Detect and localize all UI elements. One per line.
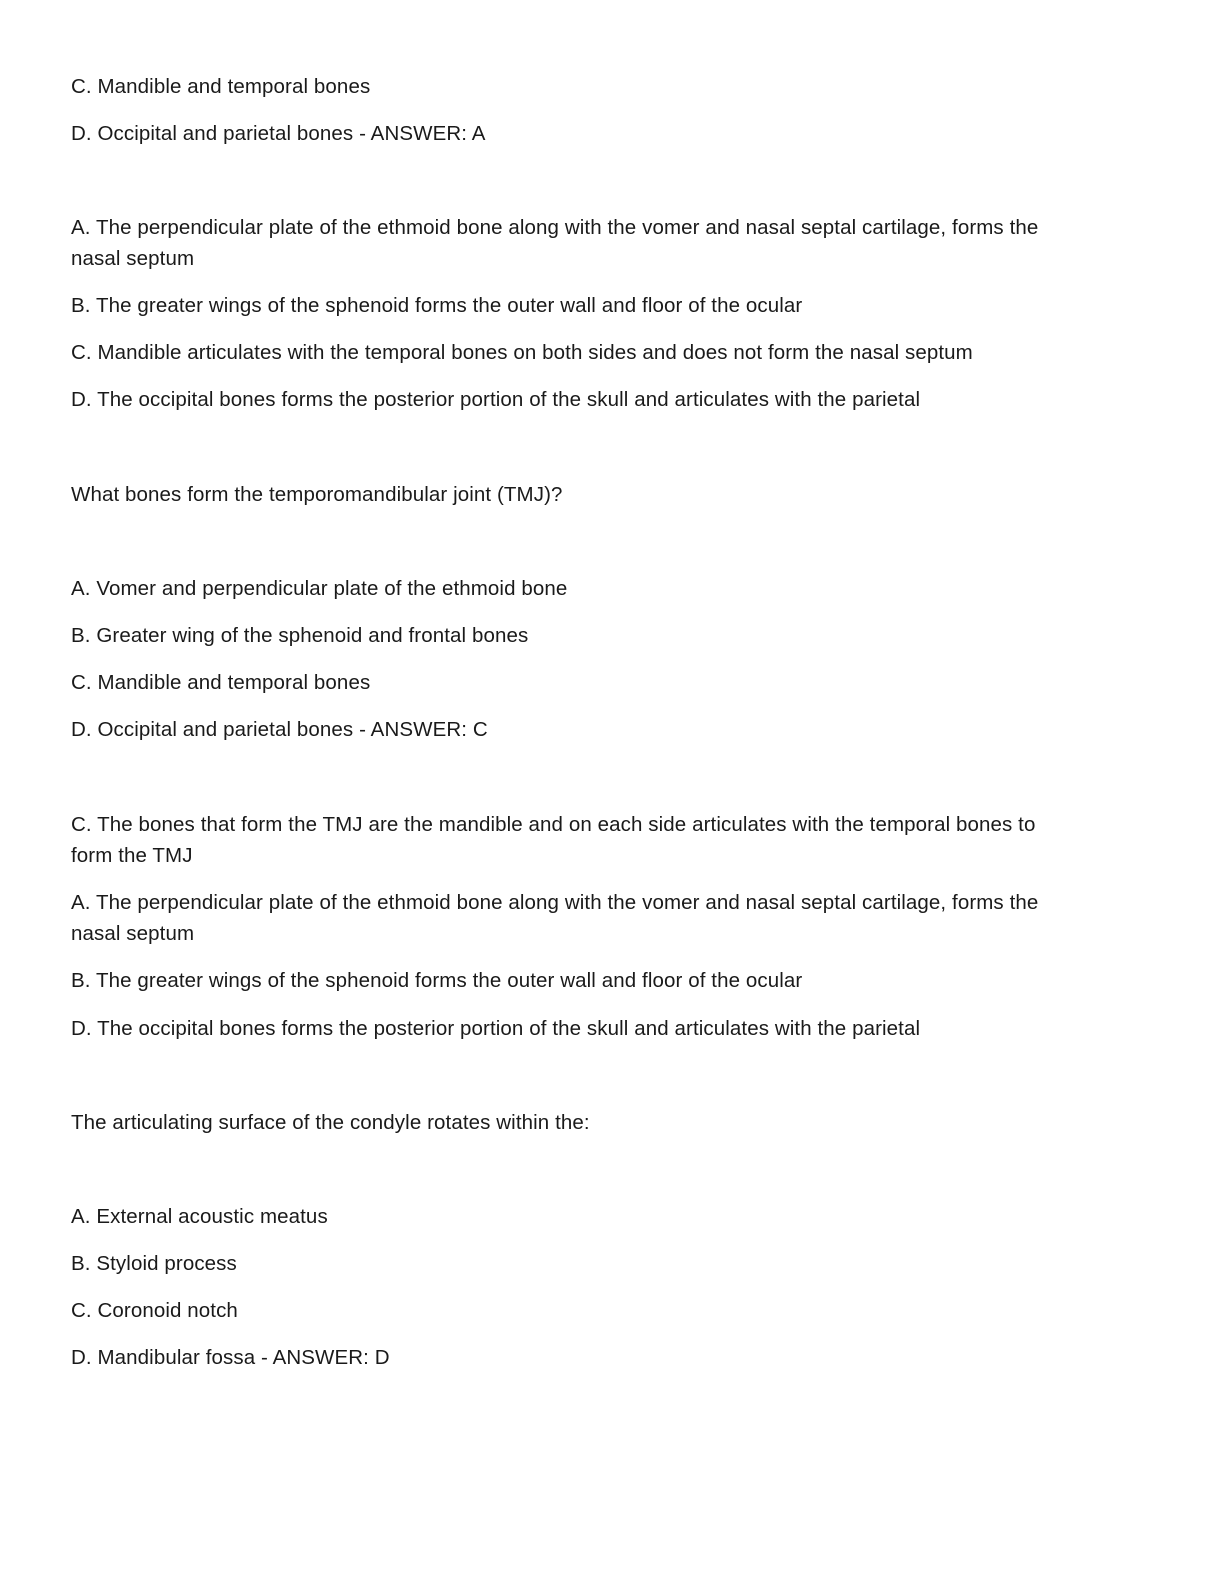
option-d-answer-c: D. Occipital and parietal bones - ANSWER: C bbox=[71, 718, 488, 741]
option-d-answer-d: D. Mandibular fossa - ANSWER: D bbox=[71, 1346, 390, 1369]
rationale-b: B. The greater wings of the sphenoid forms the outer wall and floor of the ocular bbox=[71, 294, 803, 317]
rationale-a-line-1: A. The perpendicular plate of the ethmoid bone along with the vomer and nasal septal cartilage, forms the bbox=[71, 216, 1039, 239]
option-c-coronoid: C. Coronoid notch bbox=[71, 1299, 238, 1322]
rationale-d: D. The occipital bones forms the posterior portion of the skull and articulates with the parietal bbox=[71, 1017, 921, 1040]
option-b-greater-wing: B. Greater wing of the sphenoid and frontal bones bbox=[71, 624, 529, 647]
rationale-a-line-1: A. The perpendicular plate of the ethmoid bone along with the vomer and nasal septal cartilage, forms the bbox=[71, 891, 1039, 914]
option-c-mandible-temporal: C. Mandible and temporal bones bbox=[71, 671, 371, 694]
option-a-external-acoustic: A. External acoustic meatus bbox=[71, 1205, 328, 1228]
option-a-vomer: A. Vomer and perpendicular plate of the ethmoid bone bbox=[71, 577, 568, 600]
option-d-answer-a: D. Occipital and parietal bones - ANSWER: A bbox=[71, 122, 486, 145]
option-b-styloid: B. Styloid process bbox=[71, 1252, 237, 1275]
rationale-a-line-2: nasal septum bbox=[71, 247, 195, 270]
rationale-c: C. Mandible articulates with the temporal bones on both sides and does not form the nasal septum bbox=[71, 341, 973, 364]
option-c-mandible-temporal: C. Mandible and temporal bones bbox=[71, 75, 371, 98]
question-condyle: The articulating surface of the condyle rotates within the: bbox=[71, 1111, 590, 1134]
rationale-a-line-2: nasal septum bbox=[71, 922, 195, 945]
rationale-b: B. The greater wings of the sphenoid forms the outer wall and floor of the ocular bbox=[71, 969, 803, 992]
rationale-d: D. The occipital bones forms the posterior portion of the skull and articulates with the parietal bbox=[71, 388, 921, 411]
rationale-c-tmj-line-2: form the TMJ bbox=[71, 844, 193, 867]
rationale-c-tmj-line-1: C. The bones that form the TMJ are the mandible and on each side articulates with the temporal bones to bbox=[71, 813, 1036, 836]
question-tmj: What bones form the temporomandibular joint (TMJ)? bbox=[71, 483, 563, 506]
